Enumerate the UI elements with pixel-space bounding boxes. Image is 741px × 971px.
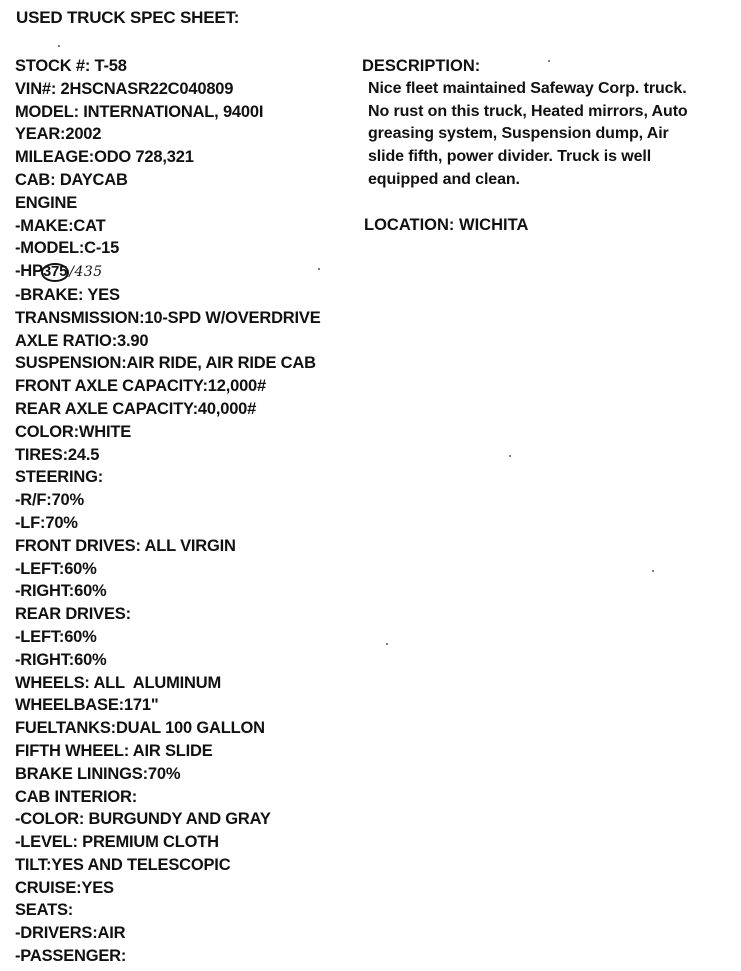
spec-engine-hp [15, 260, 360, 284]
spec-rear-right: -RIGHT:60% [15, 650, 107, 669]
spec-stock: STOCK #: T-58 [15, 57, 127, 75]
spec-engine-model: -MODEL:C-15 [15, 239, 120, 258]
scan-speck [386, 643, 388, 645]
spec-fifth-wheel: FIFTH WHEEL: AIR SLIDE [15, 741, 213, 760]
spec-front-left: -LEFT:60% [15, 559, 97, 578]
spec-wheelbase: WHEELBASE:171" [15, 696, 159, 715]
spec-year: YEAR:2002 [15, 125, 102, 144]
location: LOCATION: WICHITA [364, 216, 529, 234]
spec-suspension: SUSPENSION:AIR RIDE, AIR RIDE CAB [15, 354, 316, 373]
spec-seats: SEATS: [15, 901, 74, 920]
spec-cab-interior: CAB INTERIOR: [15, 787, 138, 806]
spec-mileage: MILEAGE:ODO 728,321 [15, 148, 194, 167]
spec-axle-ratio: AXLE RATIO:3.90 [15, 331, 149, 350]
description-line: slide fifth, power divider. Truck is well [368, 148, 652, 166]
description-line: equipped and clean. [368, 170, 520, 188]
spec-transmission: TRANSMISSION:10-SPD W/OVERDRIVE [15, 308, 321, 327]
spec-cab: CAB: DAYCAB [15, 170, 128, 189]
spec-rear-left: -LEFT:60% [15, 627, 97, 646]
spec-tilt: TILT:YES AND TELESCOPIC [15, 855, 231, 874]
description-label: DESCRIPTION: [362, 57, 481, 75]
page-title: USED TRUCK SPEC SHEET: [16, 8, 240, 27]
scan-speck [318, 268, 320, 270]
scan-speck [548, 60, 550, 62]
description-line: greasing system, Suspension dump, Air [368, 125, 669, 143]
spec-engine-heading: ENGINE [15, 193, 78, 212]
hp-label: -HP [15, 262, 43, 281]
description-line: No rust on this truck, Heated mirrors, Auto [368, 102, 688, 120]
spec-seats-passenger: -PASSENGER: [15, 947, 127, 966]
spec-wheels: WHEELS: ALL ALUMINUM [15, 673, 221, 692]
spec-model: MODEL: INTERNATIONAL, 9400I [15, 102, 264, 121]
spec-cruise: CRUISE:YES [15, 878, 114, 897]
scan-speck [509, 455, 511, 457]
spec-fueltanks: FUELTANKS:DUAL 100 GALLON [15, 719, 265, 738]
spec-seats-drivers: -DRIVERS:AIR [15, 924, 126, 943]
spec-steering-heading: STEERING: [15, 468, 104, 487]
spec-color: COLOR:WHITE [15, 422, 132, 441]
spec-engine-brake: -BRAKE: YES [15, 285, 120, 304]
hp-struck-value: 375 [43, 261, 67, 284]
spec-interior-color: -COLOR: BURGUNDY AND GRAY [15, 810, 271, 829]
spec-steering-rf: -R/F:70% [15, 491, 84, 510]
spec-interior-level: -LEVEL: PREMIUM CLOTH [15, 833, 219, 852]
spec-engine-make: -MAKE:CAT [15, 216, 106, 235]
spec-front-drives: FRONT DRIVES: ALL VIRGIN [15, 536, 236, 555]
spec-tires: TIRES:24.5 [15, 445, 100, 464]
spec-front-axle: FRONT AXLE CAPACITY:12,000# [15, 377, 267, 396]
hp-handwritten-value: /435 [69, 264, 103, 281]
spec-list [15, 55, 360, 968]
spec-steering-lf: -LF:70% [15, 513, 78, 532]
spec-rear-axle: REAR AXLE CAPACITY:40,000# [15, 399, 257, 418]
scan-speck [652, 570, 654, 572]
spec-front-right: -RIGHT:60% [15, 582, 107, 601]
spec-vin: VIN#: 2HSCNASR22C040809 [15, 79, 234, 98]
description-section [362, 55, 737, 192]
scan-speck [58, 45, 60, 47]
spec-brake-linings: BRAKE LININGS:70% [15, 764, 181, 783]
spec-rear-drives: REAR DRIVES: [15, 605, 131, 624]
description-line: Nice fleet maintained Safeway Corp. truck. [368, 79, 687, 97]
